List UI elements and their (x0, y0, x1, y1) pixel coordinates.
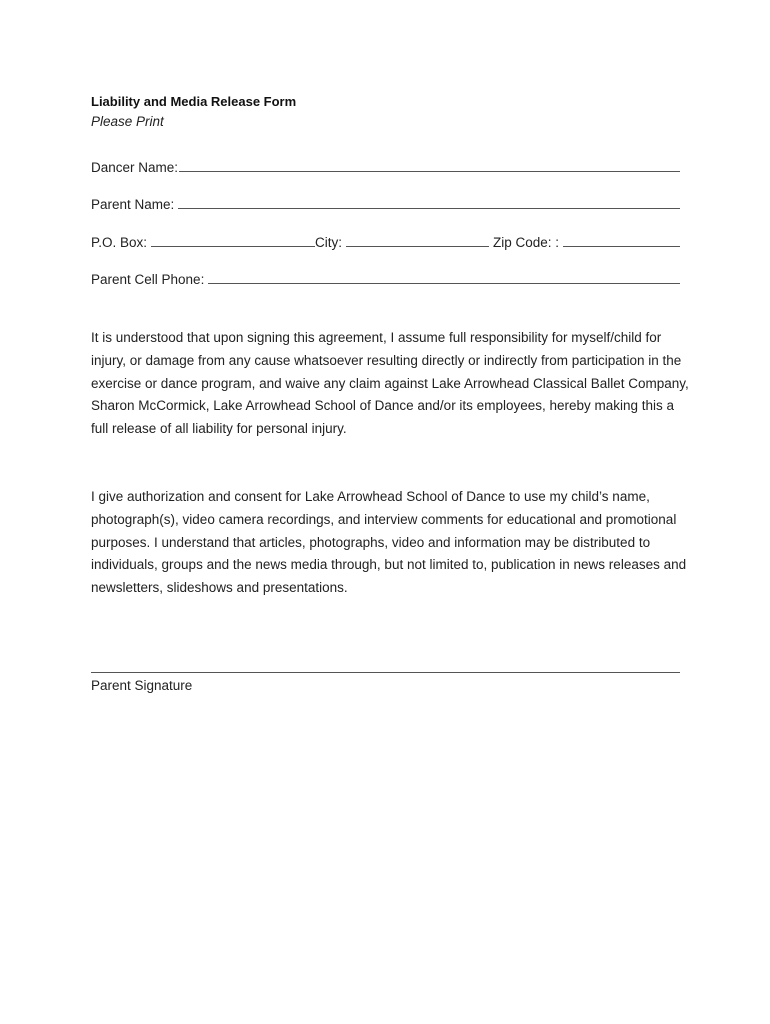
dancer-name-field[interactable] (179, 171, 680, 172)
form-subtitle: Please Print (91, 114, 164, 129)
parent-phone-field[interactable] (208, 283, 680, 284)
parent-name-label: Parent Name: (91, 197, 175, 212)
dancer-name-label: Dancer Name: (91, 160, 179, 175)
zip-code-field[interactable] (563, 246, 680, 247)
zip-code-label: Zip Code: : (493, 235, 560, 250)
parent-name-field[interactable] (178, 208, 680, 209)
city-field[interactable] (346, 246, 489, 247)
form-title: Liability and Media Release Form (91, 94, 297, 109)
po-box-field[interactable] (151, 246, 315, 247)
parent-phone-label: Parent Cell Phone: (91, 272, 205, 287)
liability-paragraph: It is understood that upon signing this agreement, I assume full responsibility for myself/child for injury, or damage from any cause whatsoever resulting directly or indirectly from participation in the exercise or dance program, and waive any claim against Lake Arrowhead Classical Ballet Company, Sharon McCormick, Lake Arrowhead School of Dance and/or its employees, hereby making this a full release of all liability for personal injury. (91, 330, 689, 437)
address-row (91, 231, 680, 251)
po-box-label: P.O. Box: (91, 235, 148, 250)
parent-name-row (91, 193, 680, 213)
dancer-name-row (91, 156, 680, 176)
signature-label: Parent Signature (91, 678, 193, 693)
media-release-paragraph: I give authorization and consent for Lake Arrowhead School of Dance to use my child’s name, photograph(s), video camera recordings, and interview comments for educational and promotional purposes. I understand that articles, photographs, video and information may be distributed to individuals, groups and the news media through, but not limited to, publication in news releases and newsletters, slideshows and presentations. (91, 489, 687, 596)
signature-line[interactable] (91, 672, 680, 673)
parent-phone-row (91, 268, 680, 288)
city-label: City: (315, 235, 343, 250)
